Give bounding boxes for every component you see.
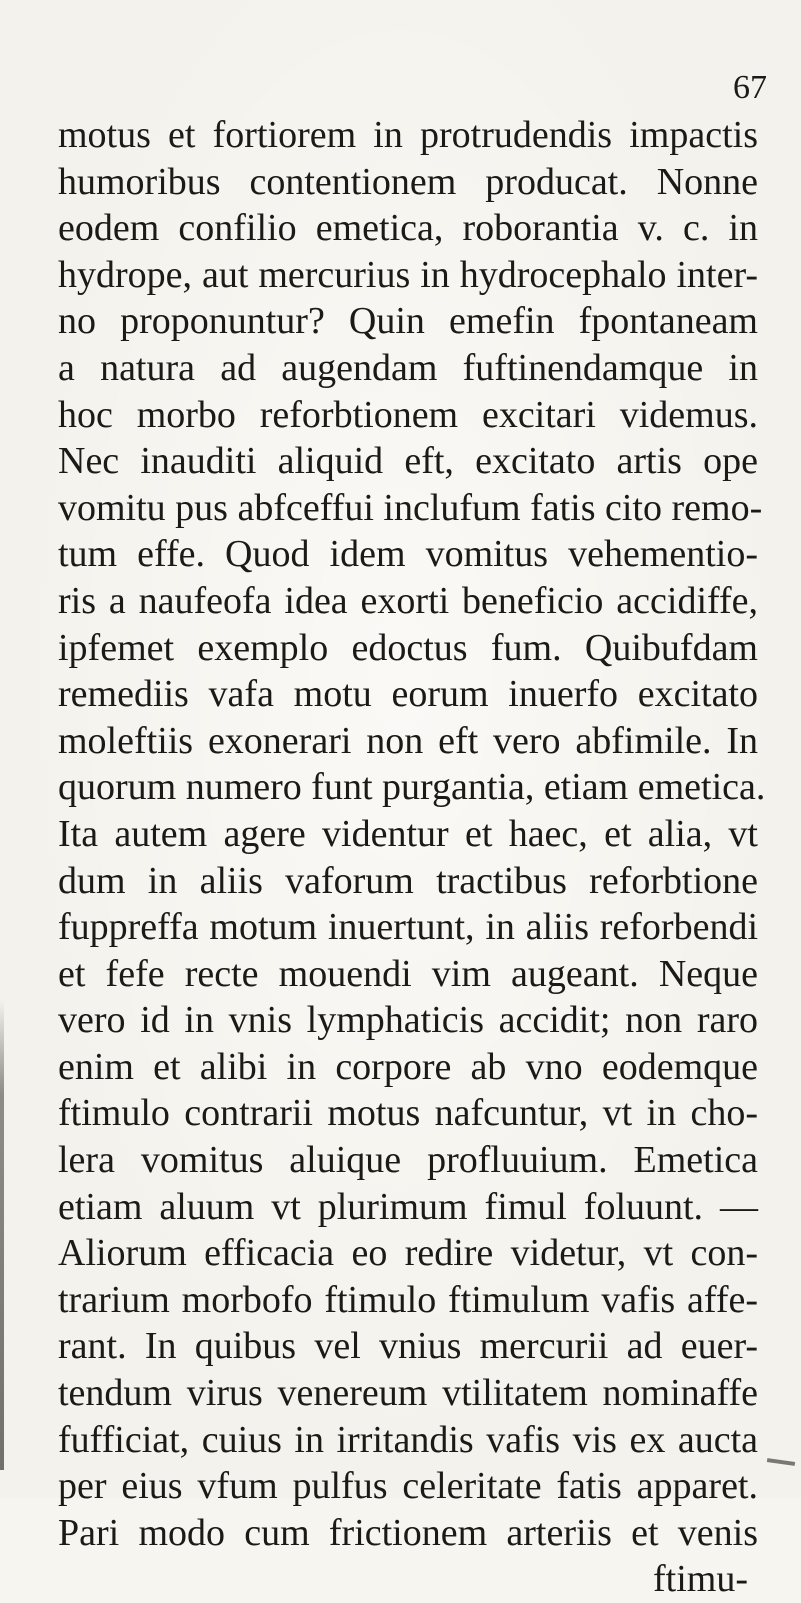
text-line: ipfemet exemplo edoctus fum. Quibufdam (58, 626, 758, 669)
page-number: 67 (733, 69, 767, 106)
text-line: motus et fortiorem in protrudendis impactis (58, 114, 758, 156)
text-line: no proponuntur? Quin emefin fpontaneam (58, 300, 758, 343)
text-line: hoc morbo reforbtionem excitari videmus. (58, 393, 758, 436)
text-line: vero id in vnis lymphaticis accidit; non raro (58, 999, 758, 1042)
catchword: ftimu- (653, 1558, 748, 1601)
text-line: etiam aluum vt plurimum fimul foluunt. — (58, 1185, 758, 1228)
text-line: trarium morbofo ftimulo ftimulum vafis affe- (58, 1278, 758, 1321)
paper-mark (767, 1458, 795, 1466)
text-line: per eius vfum pulfus celeritate fatis apparet. (58, 1465, 758, 1508)
text-line: remediis vafa motu eorum inuerfo excitato (58, 673, 758, 716)
text-line: rant. In quibus vel vnius mercurii ad euer- (58, 1325, 758, 1368)
text-line: ris a naufeofa idea exorti beneficio accidiffe, (58, 579, 758, 622)
text-line: tum effe. Quod idem vomitus vehementio- (58, 533, 758, 576)
text-line: tendum virus venereum vtilitatem nominaffe (58, 1372, 758, 1415)
text-line: Nec inauditi aliquid eft, excitato artis ope (58, 440, 758, 483)
text-line: moleftiis exonerari non eft vero abfimile. In (58, 719, 758, 762)
text-line: a natura ad augendam fuftinendamque in (58, 346, 758, 389)
text-line: fufficiat, cuius in irritandis vafis vis ex aucta (58, 1418, 758, 1461)
binding-edge-shadow (0, 1000, 4, 1470)
text-line: vomitu pus abfceffui inclufum fatis cito remo- (58, 486, 763, 529)
text-line: Ita autem agere videntur et haec, et alia, vt (58, 812, 758, 855)
body-text (58, 112, 766, 1603)
text-line: humoribus contentionem producat. Nonne (58, 160, 758, 203)
text-line: eodem confilio emetica, roborantia v. c. in (58, 207, 758, 250)
text-line: hydrope, aut mercurius in hydrocephalo inter- (58, 253, 758, 296)
text-line: ftimulo contrarii motus nafcuntur, vt in cho- (58, 1092, 758, 1135)
text-line: dum in aliis vaforum tractibus reforbtione (58, 859, 758, 902)
text-line: enim et alibi in corpore ab vno eodemque (58, 1045, 758, 1088)
text-line: et fefe recte mouendi vim augeant. Neque (58, 952, 758, 995)
text-line: Pari modo cum frictionem arteriis et venis (58, 1511, 758, 1554)
text-line: quorum numero funt purgantia, etiam emetica. (58, 766, 766, 809)
text-line: Aliorum efficacia eo redire videtur, vt con- (58, 1232, 758, 1275)
text-line: lera vomitus aluique profluuium. Emetica (58, 1139, 758, 1182)
text-line: fuppreffa motum inuertunt, in aliis reforbendi (58, 906, 758, 949)
